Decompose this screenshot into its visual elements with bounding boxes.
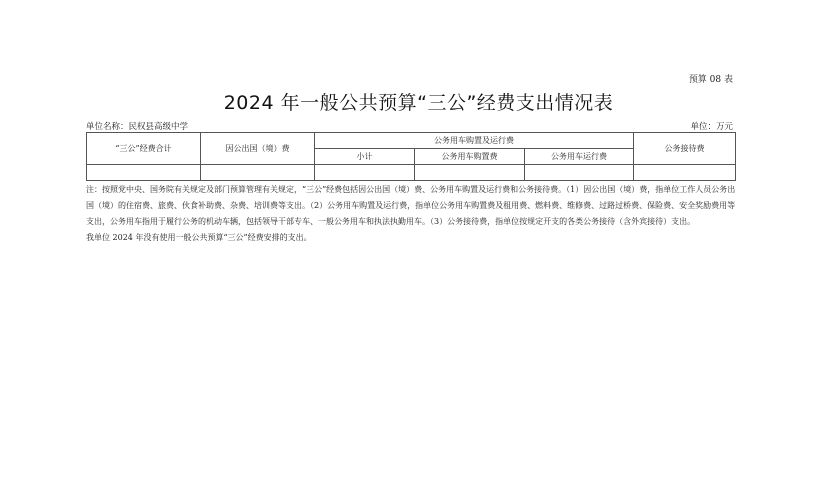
header-travel-abroad: 因公出国（境）费 [201, 133, 315, 165]
three-public-expenses-table [86, 132, 736, 181]
unit-name: 单位名称：民权县高级中学 [86, 122, 189, 132]
no-expense-statement: 我单位 2024 年没有使用一般公共预算“三公”经费安排的支出。 [86, 233, 312, 242]
table-cell [315, 165, 415, 181]
table-cell [415, 165, 525, 181]
header-reception: 公务接待费 [634, 133, 736, 165]
form-number: 预算 08 表 [688, 75, 733, 85]
table-cell [87, 165, 201, 181]
header-subtotal: 小计 [315, 149, 415, 165]
table-row [87, 165, 736, 181]
page-title: 2024 年一般公共预算“三公”经费支出情况表 [223, 92, 614, 114]
table-cell [634, 165, 736, 181]
header-total: “三公”经费合计 [87, 133, 201, 165]
header-vehicle-operation: 公务用车运行费 [525, 149, 634, 165]
header-vehicle-purchase: 公务用车购置费 [415, 149, 525, 165]
table-cell [525, 165, 634, 181]
table-cell [201, 165, 315, 181]
header-vehicle-group: 公务用车购置及运行费 [315, 133, 634, 149]
unit-currency: 单位：万元 [690, 122, 733, 132]
explanatory-note: 注：按照党中央、国务院有关规定及部门预算管理有关规定，“三公”经费包括因公出国（境）费、公务用车购置及运行费和公务接待费。（1）因公出国（境）费，指单位工作人员公务出国（境）的住宿费、旅费、伙食补助费、杂费、培训费等支出。（2）公务用车购置及运行费，指单位公务用车购置费及租用费、燃料费、维修费、过路过桥费、保险费、安全奖励费用等支出，公务用车指用于履行公务的机动车辆，包括领导干部专车、一般公务用车和执法执勤用车。（3）公务接待费，指单位按规定开支的各类公务接待（含外宾接待）支出。 [86, 185, 736, 226]
notes-section [86, 182, 738, 246]
